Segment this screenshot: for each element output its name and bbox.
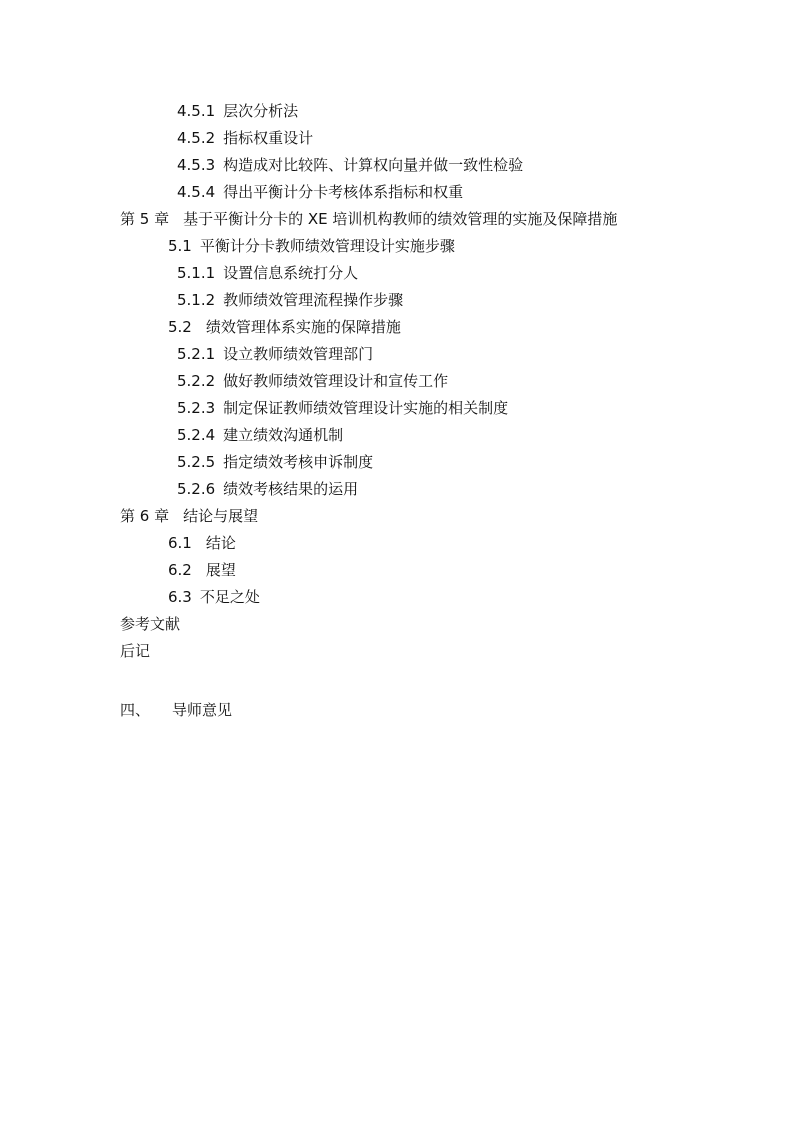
toc-title: 设置信息系统打分人 [223,264,359,282]
toc-entry-5-2-3 [177,398,508,418]
toc-number: 5.2.1 [177,345,216,363]
toc-title: 绩效管理体系实施的保障措施 [205,318,401,336]
toc-title: 结论 [205,534,236,552]
toc-number: 5.2.4 [177,426,216,444]
toc-number: 5.1.2 [177,291,216,309]
toc-title: 做好教师绩效管理设计和宣传工作 [223,372,449,390]
toc-entry-4-5-3 [177,155,523,175]
toc-number: 4.5.2 [177,129,216,147]
toc-number: 6.2 [168,561,192,579]
toc-entry-chapter-5 [120,209,617,229]
section-number: 四、 [120,701,151,719]
toc-entry-5-1-1 [177,263,358,283]
toc-entry-5-2-1 [177,344,373,364]
toc-title: 基于平衡计分卡的 XE 培训机构教师的绩效管理的实施及保障措施 [183,210,618,228]
toc-entry-chapter-6 [120,506,258,526]
toc-chapter-number: 第 6 章 [120,507,170,525]
toc-number: 5.2.2 [177,372,216,390]
toc-entry-5-2-5 [177,452,373,472]
toc-title: 教师绩效管理流程操作步骤 [223,291,404,309]
toc-entry-6-1 [168,533,236,553]
toc-number: 5.2.3 [177,399,216,417]
toc-title: 层次分析法 [223,102,299,120]
toc-title: 指标权重设计 [223,129,314,147]
toc-entry-5-2-2 [177,371,448,391]
toc-entry-postscript [120,641,150,661]
toc-entry-6-3 [168,587,260,607]
toc-number: 4.5.4 [177,183,216,201]
toc-number: 5.2.5 [177,453,216,471]
toc-entry-5-1-2 [177,290,403,310]
toc-number: 6.3 [168,588,192,606]
toc-title: 后记 [120,642,151,660]
toc-entry-4-5-2 [177,128,313,148]
toc-title: 参考文献 [120,615,181,633]
toc-title: 构造成对比较阵、计算权向量并做一致性检验 [223,156,524,174]
toc-chapter-number: 第 5 章 [120,210,170,228]
toc-title: 绩效考核结果的运用 [223,480,359,498]
toc-number: 5.2 [168,318,192,336]
toc-entry-5-2-4 [177,425,343,445]
toc-number: 4.5.3 [177,156,216,174]
toc-entry-4-5-4 [177,182,463,202]
toc-number: 4.5.1 [177,102,216,120]
toc-title: 得出平衡计分卡考核体系指标和权重 [223,183,464,201]
toc-title: 平衡计分卡教师绩效管理设计实施步骤 [199,237,455,255]
toc-title: 不足之处 [199,588,260,606]
toc-number: 6.1 [168,534,192,552]
toc-title: 设立教师绩效管理部门 [223,345,374,363]
section-heading-advisor-opinion [120,700,232,720]
toc-entry-5-1 [168,236,455,256]
toc-entry-6-2 [168,560,236,580]
toc-entry-references [120,614,180,634]
toc-number: 5.1.1 [177,264,216,282]
toc-title: 建立绩效沟通机制 [223,426,344,444]
toc-title: 结论与展望 [183,507,259,525]
toc-title: 制定保证教师绩效管理设计实施的相关制度 [223,399,509,417]
section-title: 导师意见 [172,701,233,719]
toc-entry-4-5-1 [177,101,298,121]
toc-title: 展望 [205,561,236,579]
toc-title: 指定绩效考核申诉制度 [223,453,374,471]
toc-number: 5.2.6 [177,480,216,498]
toc-number: 5.1 [168,237,192,255]
toc-entry-5-2 [168,317,401,337]
toc-entry-5-2-6 [177,479,358,499]
